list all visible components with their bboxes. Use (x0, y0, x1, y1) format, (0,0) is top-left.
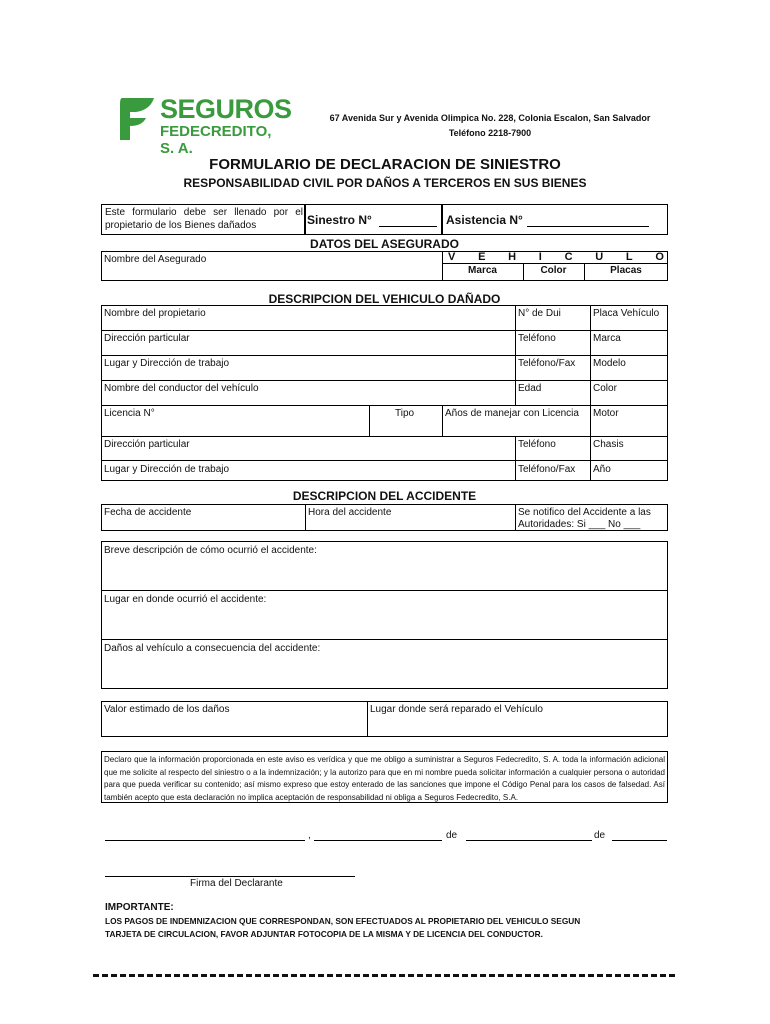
vehiculo-telfax-1[interactable]: Teléfono/Fax (518, 358, 576, 369)
siniestro-line[interactable] (379, 226, 437, 227)
firma-line[interactable] (105, 876, 355, 877)
vehiculo-dui[interactable]: N° de Dui (518, 308, 561, 319)
form-title: FORMULARIO DE DECLARACION DE SINIESTRO (209, 156, 561, 173)
vehiculo-chasis[interactable]: Chasis (593, 439, 624, 450)
company-phone: Teléfono 2218-7900 (448, 128, 532, 138)
fecha-sep: , (308, 830, 311, 841)
fecha-de-2: de (594, 830, 606, 841)
importante-line-2: TARJETA DE CIRCULACION, FAVOR ADJUNTAR FOTOCOPIA DE LA MISMA Y DE LICENCIA DEL CONDUCTOR. (105, 929, 543, 939)
form-subtitle: RESPONSABILIDAD CIVIL POR DAÑOS A TERCEROS EN SUS BIENES (183, 176, 587, 190)
vehiculo-nombre-propietario[interactable]: Nombre del propietario (104, 308, 206, 319)
company-address: 67 Avenida Sur y Avenida Olimpica No. 228, Colonia Escalon, San Salvador (329, 113, 651, 123)
vehiculo-ano[interactable]: Año (593, 464, 611, 475)
company-logo (116, 94, 292, 157)
firma-label: Firma del Declarante (190, 878, 283, 889)
mes-line[interactable] (466, 840, 592, 841)
accidente-breve: Breve descripción de cómo ocurrió el accidente: (104, 545, 317, 556)
vehiculo-tipo[interactable]: Tipo (395, 408, 415, 419)
fecha-de-1: de (446, 830, 458, 841)
asistencia-label: Asistencia N° (446, 213, 523, 227)
asegurado-placas: Placas (610, 265, 642, 276)
logo-text-fedecredito: FEDECREDITO, S. A. (160, 123, 272, 157)
vehiculo-licencia[interactable]: Licencia N° (104, 408, 155, 419)
logo-leaf-icon (116, 96, 156, 142)
accidente-notificado-1: Se notifico del Accidente a las (518, 507, 651, 518)
vehiculo-lugar-2[interactable]: Lugar y Dirección de trabajo (104, 464, 230, 475)
cut-line (93, 974, 675, 977)
accidente-fecha[interactable]: Fecha de accidente (104, 507, 192, 518)
dia-line[interactable] (314, 840, 442, 841)
vehiculo-placa[interactable]: Placa Vehículo (593, 308, 660, 319)
vehiculo-motor[interactable]: Motor (593, 408, 619, 419)
vehiculo-telfax-2[interactable]: Teléfono/Fax (518, 464, 576, 475)
instructions-text: Este formulario debe ser llenado por el propietario de los Bienes dañados (105, 207, 303, 231)
vehiculo-edad[interactable]: Edad (518, 383, 542, 394)
section-asegurado: DATOS DEL ASEGURADO (310, 237, 459, 251)
asegurado-nombre[interactable]: Nombre del Asegurado (104, 254, 207, 265)
importante-line-1: LOS PAGOS DE INDEMNIZACION QUE CORRESPONDAN, SON EFECTUADOS AL PROPIETARIO DEL VEHICULO SEGUN (105, 916, 581, 926)
vehiculo-direccion-1[interactable]: Dirección particular (104, 333, 190, 344)
vehiculo-direccion-2[interactable]: Dirección particular (104, 439, 190, 450)
siniestro-label: Sinestro N° (307, 213, 372, 227)
ano-line[interactable] (612, 840, 667, 841)
accidente-reparado: Lugar donde será reparado el Vehículo (370, 704, 543, 715)
lugar-line[interactable] (105, 840, 305, 841)
accidente-lugar: Lugar en donde ocurrió el accidente: (104, 594, 267, 605)
section-vehiculo: DESCRIPCION DEL VEHICULO DAÑADO (268, 292, 501, 306)
accidente-notificado-2[interactable]: Autoridades: Si ___ No ___ (518, 519, 641, 530)
importante-heading: IMPORTANTE: (105, 902, 174, 913)
asistencia-line[interactable] (527, 226, 649, 227)
accidente-valor: Valor estimado de los daños (104, 704, 230, 715)
section-accidente: DESCRIPCION DEL ACCIDENTE (292, 489, 477, 503)
vehiculo-telefono-1[interactable]: Teléfono (518, 333, 556, 344)
accidente-hora[interactable]: Hora del accidente (308, 507, 392, 518)
asegurado-marca: Marca (468, 265, 497, 276)
declaracion-text: Declaro que la información proporcionada en este aviso es verídica y que me obligo a suministrar a Seguros Fedecredito, S. A. toda la información adicional que me solicite al respecto del siniestro o a la indemnización; y la autorizo para que en mi nombre pueda solicitar información a cualquier persona o autoridad para que pueda verificar su contenido; así mismo expreso que estoy enterado de las sanciones que impone el Código Penal para los casos de falsedad. Así también acepto que esta declaración no implica aceptación de responsabilidad ni obliga a Seguros Fedecredito, S.A. (104, 755, 665, 802)
logo-text-seguros: SEGUROS (160, 94, 292, 124)
accidente-danos: Daños al vehículo a consecuencia del accidente: (104, 643, 321, 654)
vehiculo-telefono-2[interactable]: Teléfono (518, 439, 556, 450)
vehiculo-anos-licencia[interactable]: Años de manejar con Licencia (445, 408, 579, 419)
vehiculo-lugar-1[interactable]: Lugar y Dirección de trabajo (104, 358, 230, 369)
vehiculo-modelo[interactable]: Modelo (593, 358, 626, 369)
vehiculo-conductor[interactable]: Nombre del conductor del vehículo (104, 383, 259, 394)
vehiculo-color[interactable]: Color (593, 383, 617, 394)
vehiculo-marca[interactable]: Marca (593, 333, 621, 344)
asegurado-color: Color (540, 265, 567, 276)
vehiculo-spaced-title: V E H I C U L O (448, 251, 664, 263)
